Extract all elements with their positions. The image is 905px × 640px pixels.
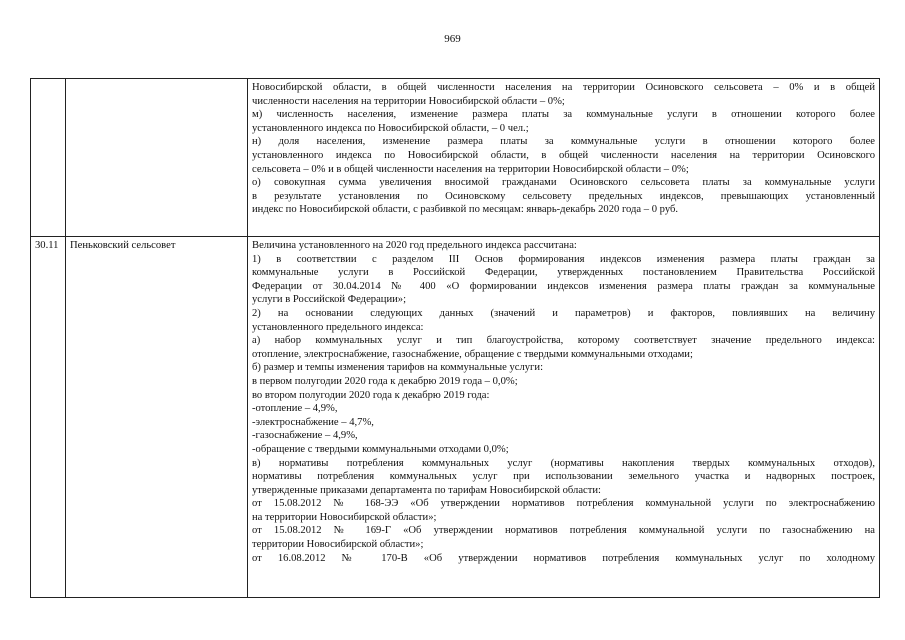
- text-line: -электроснабжение – 4,7%,: [252, 416, 374, 428]
- text-line: в первом полугодии 2020 года к декабрю 2019 года – 0,0%;: [252, 375, 518, 387]
- text-line: установленного индекса по Новосибирской области, в общей численности населения на территории Осиновского: [252, 149, 875, 161]
- text-line: установленного предельного индекса:: [252, 321, 424, 333]
- text-line: от 15.08.2012 № 168-ЭЭ «Об утверждении нормативов потребления коммунальной услуги по электроснабжению: [252, 498, 875, 510]
- text-line: на территории Новосибирской области»;: [252, 511, 437, 523]
- text-line: 1) в соответствии с разделом III Основ формирования индексов изменения размера платы граждан за: [252, 253, 875, 265]
- text-line: Новосибирской области, в общей численности населения на территории Осиновского сельсовета – 0% и в общей: [252, 82, 875, 93]
- text-line: во втором полугодии 2020 года к декабрю 2019 года:: [252, 389, 490, 401]
- text-line: -обращение с твердыми коммунальными отходами 0,0%;: [252, 443, 509, 455]
- text-line: территории Новосибирской области»;: [252, 539, 424, 551]
- text-line: Федерации от 30.04.2014 № 400 «О формировании индексов изменения размера платы граждан за коммунальные: [252, 280, 875, 292]
- text-line: в) нормативы потребления коммунальных услуг (нормативы накопления твердых коммунальных отходов),: [252, 457, 875, 469]
- text-line: н) доля населения, изменение размера платы за коммунальные услуги в отношении которого более: [252, 136, 875, 148]
- text-line: Величина установленного на 2020 год предельного индекса рассчитана:: [252, 240, 577, 251]
- text-line: -газоснабжение – 4,9%,: [252, 430, 358, 442]
- text-line: нормативы потребления коммунальных услуг при использовании земельного участка и надворных построек,: [252, 471, 875, 483]
- text-line: от 15.08.2012 № 169-Г «Об утверждении нормативов потребления коммунальной услуги по газоснабжению на: [252, 525, 875, 537]
- row-number-cell: 30.11: [31, 237, 66, 598]
- description-cell: [248, 79, 880, 237]
- municipality-name-cell: [66, 79, 248, 237]
- text-line: 2) на основании следующих данных (значений и параметров) и факторов, повлиявших на величину: [252, 307, 875, 319]
- text-line: от 16.08.2012 № 170-В «Об утверждении нормативов потребления коммунальных услуг по холодному: [252, 552, 875, 564]
- text-line: утвержденные приказами департамента по тарифам Новосибирской области:: [252, 484, 601, 496]
- text-line: численности населения на территории Новосибирской области – 0%;: [252, 95, 565, 107]
- text-line: -отопление – 4,9%,: [252, 403, 338, 415]
- text-line: отопление, электроснабжение, газоснабжение, обращение с твердыми коммунальными отходами;: [252, 348, 693, 360]
- text-line: м) численность населения, изменение размера платы за коммунальные услуги в отношении которого более: [252, 109, 875, 121]
- text-line: коммунальные услуги в Российской Федерации, утвержденных постановлением Правительства Российской: [252, 267, 875, 279]
- table-row: [31, 237, 880, 598]
- text-line: индекс по Новосибирской области, с разбивкой по месяцам: январь-декабрь 2020 года – 0 руб.: [252, 204, 679, 216]
- municipality-name-cell: Пеньковский сельсовет: [66, 237, 248, 598]
- text-line: услуги в Российской Федерации»;: [252, 294, 407, 306]
- table-row: [31, 79, 880, 237]
- text-line: а) набор коммунальных услуг и тип благоустройства, которому соответствует значение предельного индекса:: [252, 335, 875, 347]
- description-cell: [248, 237, 880, 598]
- text-line: сельсовета – 0% и в общей численности населения на территории Новосибирской области – 0%;: [252, 163, 689, 175]
- row-number-cell: [31, 79, 66, 237]
- text-line: о) совокупная сумма увеличения вносимой гражданами Осиновского сельсовета платы за коммунальные услуги: [252, 177, 875, 189]
- text-line: б) размер и темпы изменения тарифов на коммунальные услуги:: [252, 362, 544, 374]
- page-number: 969: [444, 33, 461, 45]
- text-line: установленного индекса по Новосибирской области, – 0 чел.;: [252, 122, 529, 134]
- text-line: в результате установления по Осиновскому сельсовету предельных индексов, превышающих установленный: [252, 190, 875, 202]
- document-table: [30, 78, 880, 598]
